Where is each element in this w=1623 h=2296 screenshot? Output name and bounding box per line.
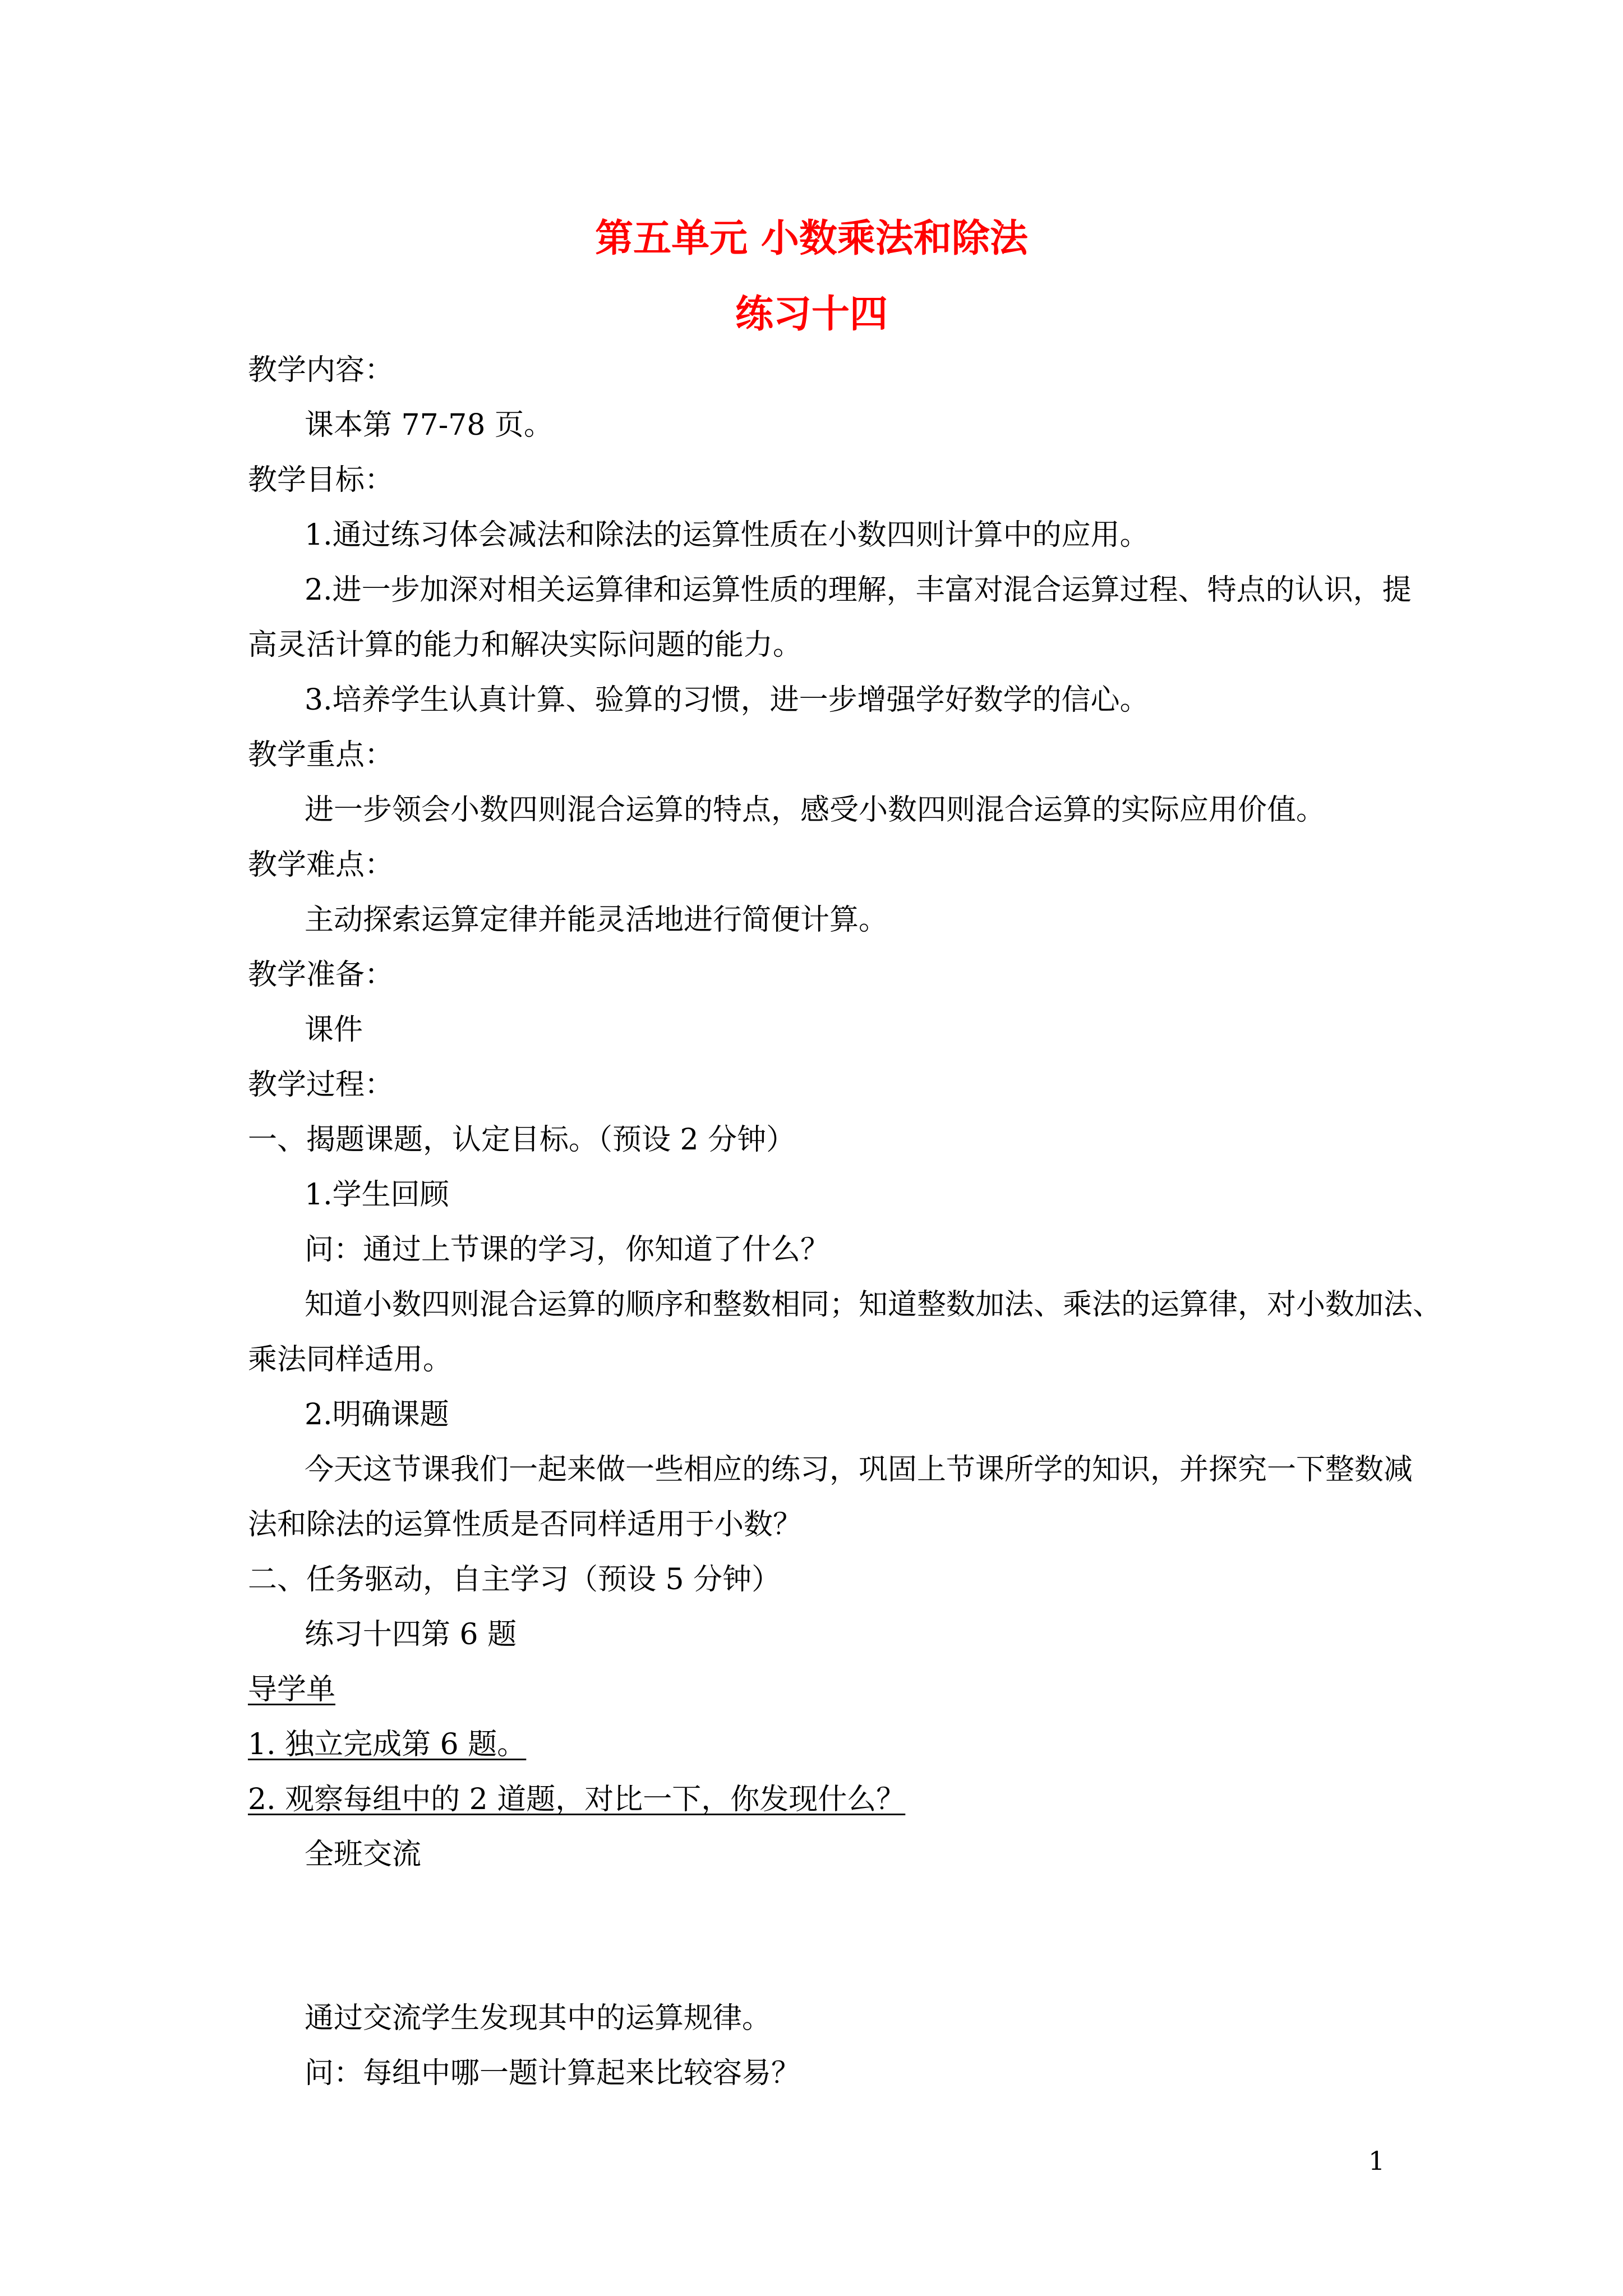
- goal-item-1: 1.通过练习体会减法和除法的运算性质在小数四则计算中的应用。: [305, 518, 1149, 552]
- document-subtitle: 练习十四: [735, 292, 888, 337]
- process-question-1: 问：通过上节课的学习，你知道了什么？: [305, 1233, 830, 1267]
- process-step-2-heading: 二、任务驱动，自主学习（预设 5 分钟）: [248, 1563, 781, 1596]
- document-title: 第五单元 小数乘法和除法: [595, 216, 1028, 261]
- section-heading-difficulties: 教学难点：: [248, 848, 394, 882]
- key-points-text: 进一步领会小数四则混合运算的特点，感受小数四则混合运算的实际应用价值。: [305, 793, 1326, 827]
- guide-sheet-item-2: 2. 观察每组中的 2 道题，对比一下，你发现什么？: [248, 1783, 906, 1816]
- page-number: 1: [1368, 2146, 1385, 2176]
- section-heading-goals: 教学目标：: [248, 463, 394, 497]
- process-question-2: 问：每组中哪一题计算起来比较容易？: [305, 2056, 801, 2090]
- process-intro-text: 今天这节课我们一起来做一些相应的练习，巩固上节课所学的知识，并探究一下整数减: [305, 1453, 1413, 1487]
- exercise-reference: 练习十四第 6 题: [305, 1618, 517, 1651]
- process-intro-text-continued: 法和除法的运算性质是否同样适用于小数？: [248, 1508, 803, 1542]
- difficulties-text: 主动探索运算定律并能灵活地进行简便计算。: [305, 903, 888, 937]
- section-heading-preparation: 教学准备：: [248, 958, 394, 992]
- discussion-result: 通过交流学生发现其中的运算规律。: [305, 2001, 772, 2035]
- goal-item-3: 3.培养学生认真计算、验算的习惯，进一步增强学好数学的信心。: [305, 683, 1149, 717]
- process-step-1-item-1: 1.学生回顾: [305, 1178, 449, 1212]
- process-step-1-item-2: 2.明确课题: [305, 1398, 449, 1432]
- process-answer-1-continued: 乘法同样适用。: [248, 1343, 453, 1377]
- process-step-1-heading: 一、揭题课题，认定目标。（预设 2 分钟）: [248, 1123, 796, 1157]
- section-heading-process: 教学过程：: [248, 1068, 394, 1102]
- preparation-text: 课件: [305, 1013, 363, 1047]
- guide-sheet-item-1: 1. 独立完成第 6 题。: [248, 1728, 527, 1761]
- paragraph-pages: 课本第 77-78 页。: [305, 408, 553, 442]
- guide-sheet-heading: 导学单: [248, 1673, 336, 1706]
- section-heading-key-points: 教学重点：: [248, 738, 394, 772]
- class-discussion: 全班交流: [305, 1838, 422, 1871]
- goal-item-2: 2.进一步加深对相关运算律和运算性质的理解，丰富对混合运算过程、特点的认识，提: [305, 573, 1412, 607]
- process-answer-1: 知道小数四则混合运算的顺序和整数相同；知道整数加法、乘法的运算律，对小数加法、: [305, 1288, 1442, 1322]
- goal-item-2-continued: 高灵活计算的能力和解决实际问题的能力。: [248, 628, 803, 662]
- section-heading-content: 教学内容：: [248, 353, 394, 387]
